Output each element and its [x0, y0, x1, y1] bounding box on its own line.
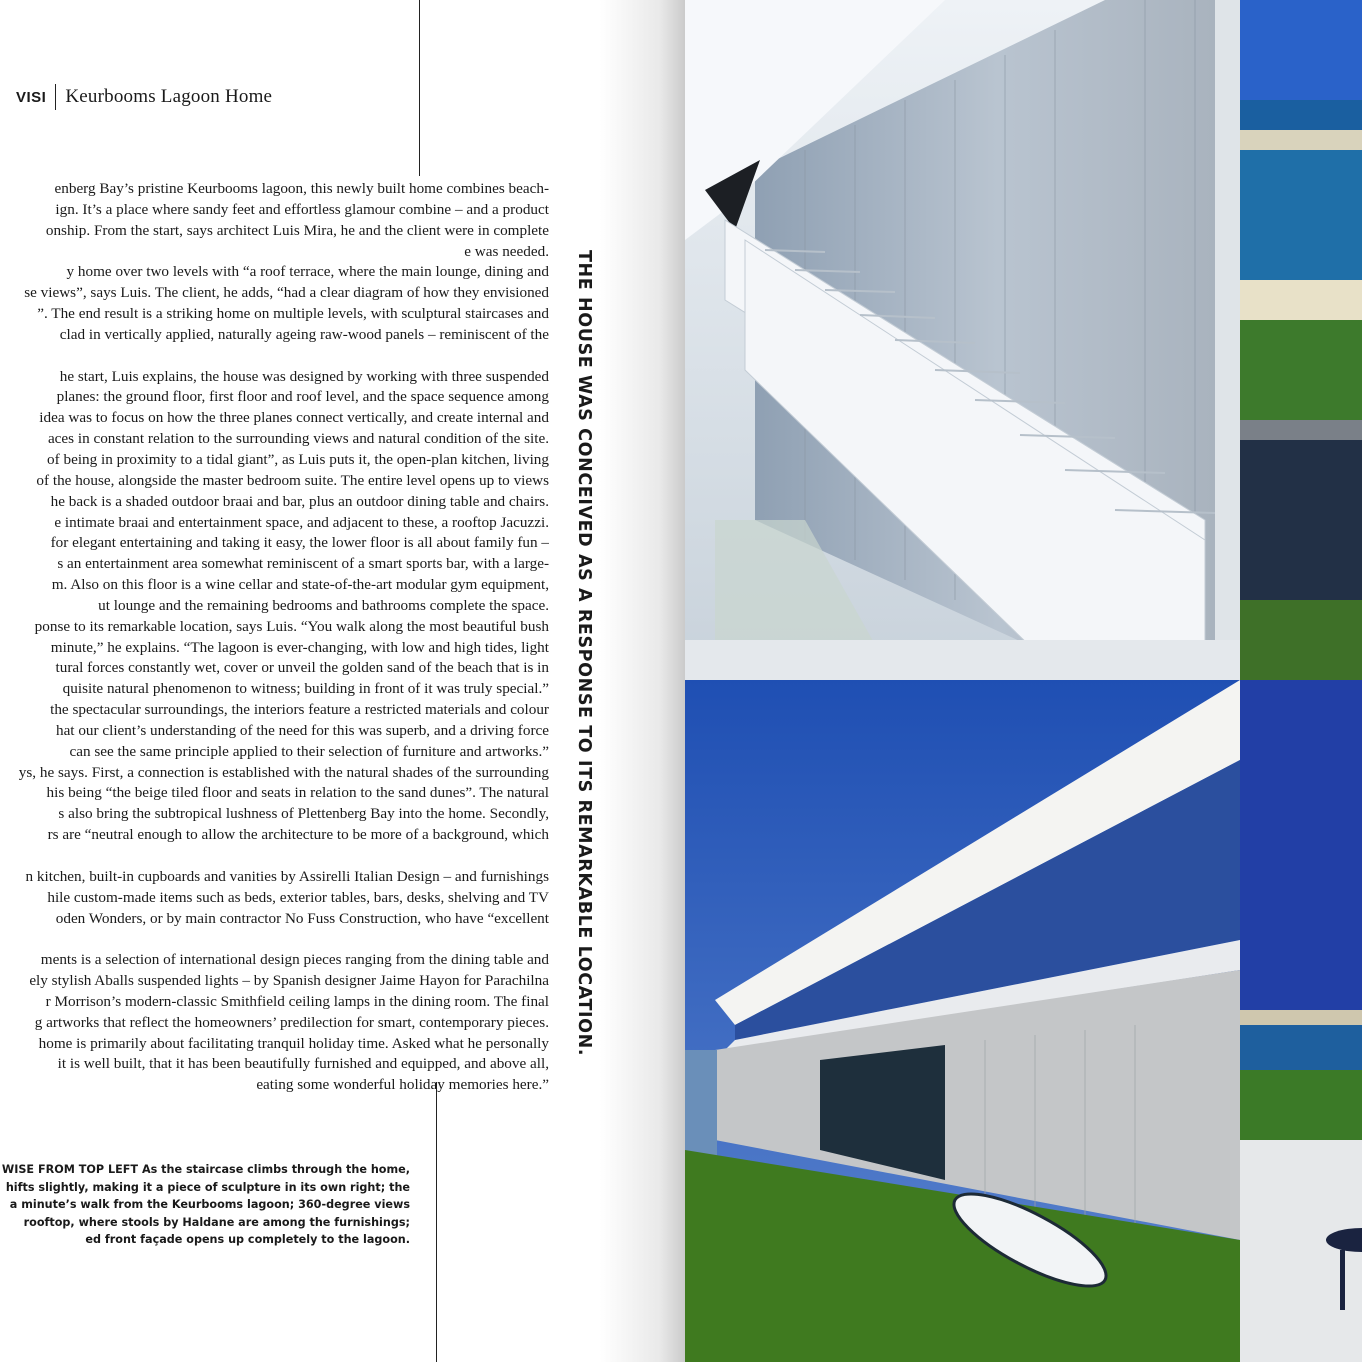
body-line: ”. The end result is a striking home on multiple levels, with sculptural staircases and	[37, 305, 549, 323]
body-line: n kitchen, built-in cupboards and vanities by Assirelli Italian Design – and furnishings	[25, 867, 549, 885]
caption-line: hifts slightly, making it a piece of sculpture in its own right; the	[5, 1180, 410, 1194]
facade-illustration	[685, 680, 1240, 1362]
article-title: Keurbooms Lagoon Home	[65, 86, 273, 107]
body-line	[0, 346, 549, 367]
body-line: r Morrison’s modern-classic Smithfield ceiling lamps in the dining room. The final	[45, 992, 549, 1010]
gutter-shadow	[600, 0, 685, 1362]
body-line: for elegant entertaining and taking it easy, the lower floor is all about family fun –	[50, 534, 549, 552]
body-line: ponse to its remarkable location, says Luis. “You walk along the most beautiful bush	[34, 617, 549, 635]
body-line: hile custom-made items such as beds, exterior tables, bars, desks, shelving and TV	[47, 888, 549, 906]
body-line: ys, he says. First, a connection is established with the natural shades of the surrounding	[18, 763, 549, 781]
body-line: hat our client’s understanding of the need for this was superb, and a driving force	[55, 721, 549, 739]
body-line: minute,” he explains. “The lagoon is ever-changing, with low and high tides, light	[50, 638, 549, 656]
body-line: clad in vertically applied, naturally ageing raw-wood panels – reminiscent of the	[59, 325, 549, 343]
body-line: e intimate braai and entertainment space, and adjacent to these, a rooftop Jacuzzi.	[54, 513, 549, 531]
body-line: the spectacular surroundings, the interiors feature a restricted materials and colour	[50, 701, 549, 719]
page-header	[16, 84, 272, 110]
body-line: m. Also on this floor is a wine cellar and state-of-the-art modular gym equipment,	[51, 576, 549, 594]
body-line: ut lounge and the remaining bedrooms and bathrooms complete the space.	[98, 596, 549, 614]
magazine-name: VISI	[16, 88, 47, 106]
body-line: ign. It’s a place where sandy feet and effortless glamour combine – and a product	[55, 200, 549, 218]
body-line: quisite natural phenomenon to witness; building in front of it was truly special.”	[62, 680, 549, 698]
header-divider	[55, 84, 56, 110]
body-line: g artworks that reflect the homeowners’ predilection for smart, contemporary pieces.	[34, 1013, 549, 1031]
aerial-view-photo	[1240, 0, 1362, 680]
body-line: ments is a selection of international design pieces ranging from the dining table and	[40, 951, 549, 969]
article-body	[0, 179, 549, 1096]
body-line: of being in proximity to a tidal giant”, as Luis puts it, the open-plan kitchen, living	[47, 450, 549, 468]
caption-line: WISE FROM TOP LEFT As the staircase climbs through the home,	[1, 1163, 410, 1176]
body-line: se views”, says Luis. The client, he adds, “had a clear diagram of how they envisioned	[24, 284, 549, 302]
body-line: enberg Bay’s pristine Keurbooms lagoon, this newly built home combines beach-	[54, 180, 549, 197]
body-line: of the house, alongside the master bedroom suite. The entire level opens up to views	[36, 471, 549, 489]
body-line: eating some wonderful holiday memories here.”	[256, 1076, 549, 1094]
body-line	[0, 929, 549, 950]
body-line: tural forces constantly wet, cover or unveil the golden sand of the beach that is in	[55, 659, 549, 677]
body-line: e was needed.	[464, 242, 549, 260]
rooftop-photo	[1240, 680, 1362, 1362]
body-line: he start, Luis explains, the house was designed by working with three suspended	[59, 367, 549, 385]
aerial-illustration	[1240, 0, 1362, 680]
rooftop-illustration	[1240, 680, 1362, 1362]
body-line: s also bring the subtropical lushness of Plettenberg Bay into the home. Secondly,	[58, 805, 549, 823]
body-line: idea was to focus on how the three planes connect vertically, and create internal and	[39, 409, 549, 427]
body-line: planes: the ground floor, first floor and roof level, and the space sequence among	[56, 388, 549, 406]
body-line	[0, 846, 549, 867]
staircase-illustration	[685, 0, 1240, 680]
caption-line: ed front façade opens up completely to the lagoon.	[85, 1233, 410, 1247]
photo-caption	[0, 1161, 410, 1249]
caption-line: rooftop, where stools by Haldane are among the furnishings;	[23, 1215, 410, 1229]
body-line: s an entertainment area somewhat reminiscent of a smart sports bar, with a large-	[57, 555, 549, 573]
body-line: onship. From the start, says architect Luis Mira, he and the client were in complete	[45, 221, 549, 239]
body-line: aces in constant relation to the surrounding views and natural condition of the site.	[47, 430, 549, 448]
staircase-photo	[685, 0, 1240, 680]
body-line: he back is a shaded outdoor braai and bar, plus an outdoor dining table and chairs.	[50, 492, 549, 510]
pull-quote: THE HOUSE WAS CONCEIVED AS A RESPONSE TO ITS REMARKABLE LOCATION.	[574, 250, 594, 1057]
front-facade-photo	[685, 680, 1240, 1362]
body-line: y home over two levels with “a roof terrace, where the main lounge, dining and	[66, 263, 549, 281]
body-line: rs are “neutral enough to allow the architecture to be more of a background, which	[47, 826, 549, 844]
bottom-column-rule	[436, 1082, 437, 1362]
body-line: home is primarily about facilitating tranquil holiday time. Asked what he personally	[38, 1034, 549, 1052]
body-line: oden Wonders, or by main contractor No Fuss Construction, who have “excellent	[55, 909, 549, 927]
body-line: it is well built, that it has been beautifully furnished and equipped, and above all,	[57, 1055, 549, 1073]
body-line: ely stylish Aballs suspended lights – by Spanish designer Jaime Hayon for Parachilna	[29, 972, 549, 990]
caption-line: a minute’s walk from the Keurbooms lagoon; 360-degree views	[9, 1198, 410, 1212]
top-column-rule	[419, 0, 420, 176]
body-line: can see the same principle applied to their selection of furniture and artworks.”	[69, 742, 549, 760]
body-line: his being “the beige tiled floor and seats in relation to the sand dunes”. The natural	[46, 784, 549, 802]
